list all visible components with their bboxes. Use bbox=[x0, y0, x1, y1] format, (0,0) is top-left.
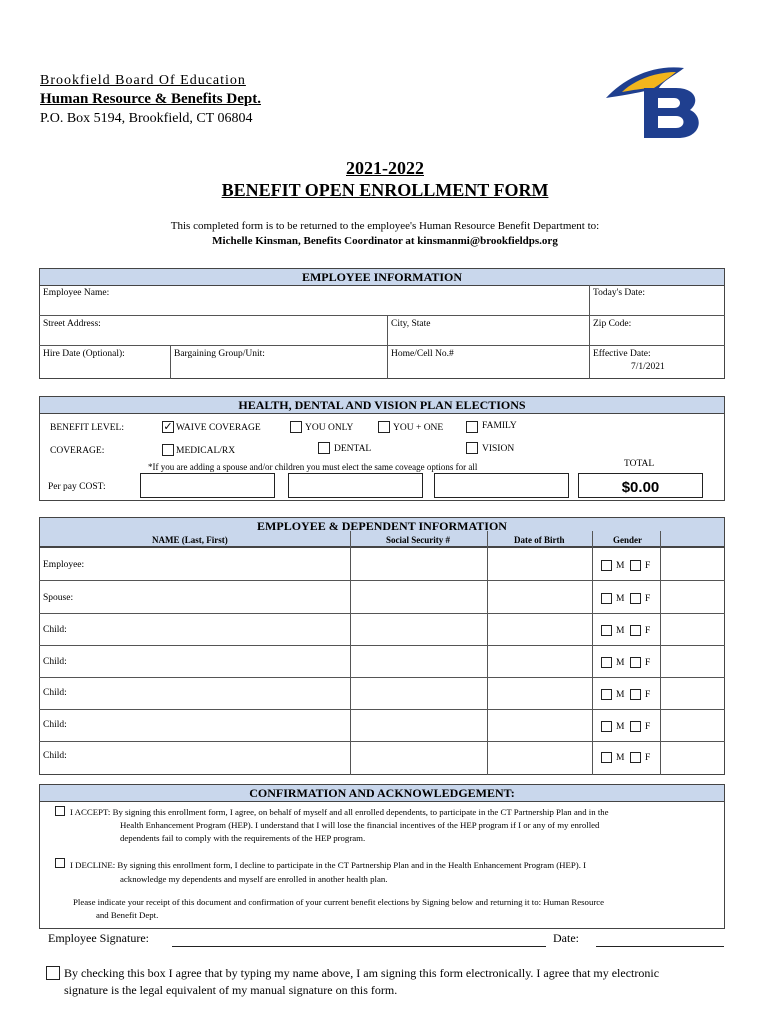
po-address: P.O. Box 5194, Brookfield, CT 06804 bbox=[40, 111, 253, 126]
accept-line-3: dependents fail to comply with the requirements of the HEP program. bbox=[120, 833, 366, 843]
gender-m-label: M bbox=[616, 690, 625, 700]
row-label-child: Child: bbox=[43, 657, 67, 667]
gender-m-checkbox[interactable] bbox=[601, 560, 612, 571]
todays-date-label: Today's Date: bbox=[593, 288, 645, 298]
city-state-label: City, State bbox=[391, 319, 431, 329]
gender-f-checkbox[interactable] bbox=[630, 560, 641, 571]
gender-f-checkbox[interactable] bbox=[630, 721, 641, 732]
employee-info-heading: EMPLOYEE INFORMATION bbox=[39, 268, 725, 286]
hire-date-label: Hire Date (Optional): bbox=[43, 349, 125, 359]
form-year: 2021-2022 bbox=[346, 158, 424, 178]
esign-checkbox[interactable] bbox=[46, 966, 60, 980]
receipt-line-1: Please indicate your receipt of this document and confirmation of your current benefit elections by Signing below and returning it to: Human Resource bbox=[73, 897, 605, 907]
gender-m-label: M bbox=[616, 626, 625, 636]
gender-m-checkbox[interactable] bbox=[601, 689, 612, 700]
benefit-level-label: BENEFIT LEVEL: bbox=[50, 423, 124, 433]
you-plus-one-label: YOU + ONE bbox=[393, 423, 444, 433]
col-gender-header: Gender bbox=[613, 535, 642, 545]
row-label-child: Child: bbox=[43, 720, 67, 730]
district-logo bbox=[604, 58, 708, 142]
dependents-title: EMPLOYEE & DEPENDENT INFORMATION bbox=[257, 519, 507, 533]
total-cost-field[interactable] bbox=[578, 473, 703, 498]
gender-f-label: F bbox=[645, 753, 651, 763]
gender-m-checkbox[interactable] bbox=[601, 625, 612, 636]
family-label: FAMILY bbox=[482, 421, 517, 431]
gender-f-checkbox[interactable] bbox=[630, 752, 641, 763]
zip-label: Zip Code: bbox=[593, 319, 632, 329]
col-name-header: NAME (Last, First) bbox=[152, 535, 228, 545]
gender-f-checkbox[interactable] bbox=[630, 625, 641, 636]
form-title: BENEFIT OPEN ENROLLMENT FORM bbox=[221, 180, 549, 200]
dental-cost-field[interactable] bbox=[288, 473, 423, 498]
gender-f-label: F bbox=[645, 722, 651, 732]
effective-date-label: Effective Date: bbox=[593, 349, 651, 359]
dental-checkbox[interactable] bbox=[318, 442, 330, 454]
intro-line-2: Michelle Kinsman, Benefits Coordinator at kinsmanmi@brookfieldps.org bbox=[212, 235, 558, 247]
you-plus-one-checkbox[interactable] bbox=[378, 421, 390, 433]
decline-line-1: I DECLINE: By signing this enrollment form, I decline to participate in the CT Partnership Plan and in the Health Enhancement Program (HEP). I bbox=[70, 860, 587, 870]
receipt-line-2: and Benefit Dept. bbox=[96, 910, 159, 920]
medical-label: MEDICAL/RX bbox=[176, 446, 236, 456]
per-pay-cost-label: Per pay COST: bbox=[48, 482, 106, 492]
gender-m-label: M bbox=[616, 594, 625, 604]
elections-note: *If you are adding a spouse and/or children you must elect the same coveage options for all bbox=[148, 462, 478, 472]
decline-checkbox[interactable] bbox=[55, 858, 65, 868]
gender-m-label: M bbox=[616, 561, 625, 571]
gender-m-label: M bbox=[616, 658, 625, 668]
you-only-label: YOU ONLY bbox=[305, 423, 354, 433]
date-line[interactable] bbox=[596, 946, 724, 947]
medical-checkbox[interactable] bbox=[162, 444, 174, 456]
row-label-employee: Employee: bbox=[43, 560, 85, 570]
vision-label: VISION bbox=[482, 444, 515, 454]
panther-b-logo-icon bbox=[604, 58, 708, 142]
row-label-child: Child: bbox=[43, 688, 67, 698]
dental-label: DENTAL bbox=[334, 444, 372, 454]
col-ssn-header: Social Security # bbox=[386, 535, 450, 545]
gender-f-label: F bbox=[645, 658, 651, 668]
you-only-checkbox[interactable] bbox=[290, 421, 302, 433]
gender-f-label: F bbox=[645, 594, 651, 604]
accept-line-2: Health Enhancement Program (HEP). I understand that I will lose the financial incentives of the HEP program if I or any of my enrolled bbox=[120, 820, 600, 830]
elections-heading: HEALTH, DENTAL AND VISION PLAN ELECTIONS bbox=[39, 396, 725, 414]
signature-line[interactable] bbox=[172, 946, 546, 947]
row-label-child: Child: bbox=[43, 625, 67, 635]
gender-f-label: F bbox=[645, 561, 651, 571]
accept-line-1: I ACCEPT: By signing this enrollment form, I agree, on behalf of myself and all enrolled dependents, to participate in the CT Partnership Plan and in the bbox=[70, 807, 609, 817]
signature-label: Employee Signature: bbox=[48, 931, 149, 945]
accept-checkbox[interactable] bbox=[55, 806, 65, 816]
phone-label: Home/Cell No.# bbox=[391, 349, 454, 359]
decline-line-2: acknowledge my dependents and myself are enrolled in another health plan. bbox=[120, 874, 388, 884]
gender-m-checkbox[interactable] bbox=[601, 593, 612, 604]
waive-coverage-checkbox[interactable]: ✓ bbox=[163, 421, 173, 433]
gender-m-checkbox[interactable] bbox=[601, 657, 612, 668]
gender-m-checkbox[interactable] bbox=[601, 752, 612, 763]
org-name: Brookfield Board Of Education bbox=[40, 73, 246, 88]
gender-m-label: M bbox=[616, 722, 625, 732]
waive-coverage-label: WAIVE COVERAGE bbox=[176, 423, 261, 433]
vision-cost-field[interactable] bbox=[434, 473, 569, 498]
medical-cost-field[interactable] bbox=[140, 473, 275, 498]
coverage-label: COVERAGE: bbox=[50, 446, 105, 456]
intro-line-1: This completed form is to be returned to the employee's Human Resource Benefit Department to: bbox=[170, 220, 600, 232]
gender-f-checkbox[interactable] bbox=[630, 657, 641, 668]
esign-line-1: By checking this box I agree that by typing my name above, I am signing this form electronically. I agree that my electronic bbox=[64, 966, 660, 980]
date-label: Date: bbox=[553, 931, 579, 945]
gender-m-label: M bbox=[616, 753, 625, 763]
total-label: TOTAL bbox=[624, 459, 655, 469]
esign-line-2: signature is the legal equivalent of my manual signature on this form. bbox=[64, 983, 398, 997]
dept-name: Human Resource & Benefits Dept. bbox=[40, 91, 261, 107]
vision-checkbox[interactable] bbox=[466, 442, 478, 454]
street-label: Street Address: bbox=[43, 319, 101, 329]
col-dob-header: Date of Birth bbox=[514, 535, 565, 545]
gender-m-checkbox[interactable] bbox=[601, 721, 612, 732]
gender-f-label: F bbox=[645, 626, 651, 636]
effective-date-value: 7/1/2021 bbox=[631, 362, 665, 372]
confirmation-heading: CONFIRMATION AND ACKNOWLEDGEMENT: bbox=[39, 784, 725, 802]
total-cost-value: $0.00 bbox=[621, 479, 660, 496]
gender-f-checkbox[interactable] bbox=[630, 593, 641, 604]
family-checkbox[interactable] bbox=[466, 421, 478, 433]
employee-name-label: Employee Name: bbox=[43, 288, 110, 298]
bargaining-label: Bargaining Group/Unit: bbox=[174, 349, 265, 359]
row-label-child: Child: bbox=[43, 751, 67, 761]
employee-info-table bbox=[39, 285, 725, 379]
row-label-spouse: Spouse: bbox=[43, 593, 74, 603]
gender-f-label: F bbox=[645, 690, 651, 700]
gender-f-checkbox[interactable] bbox=[630, 689, 641, 700]
